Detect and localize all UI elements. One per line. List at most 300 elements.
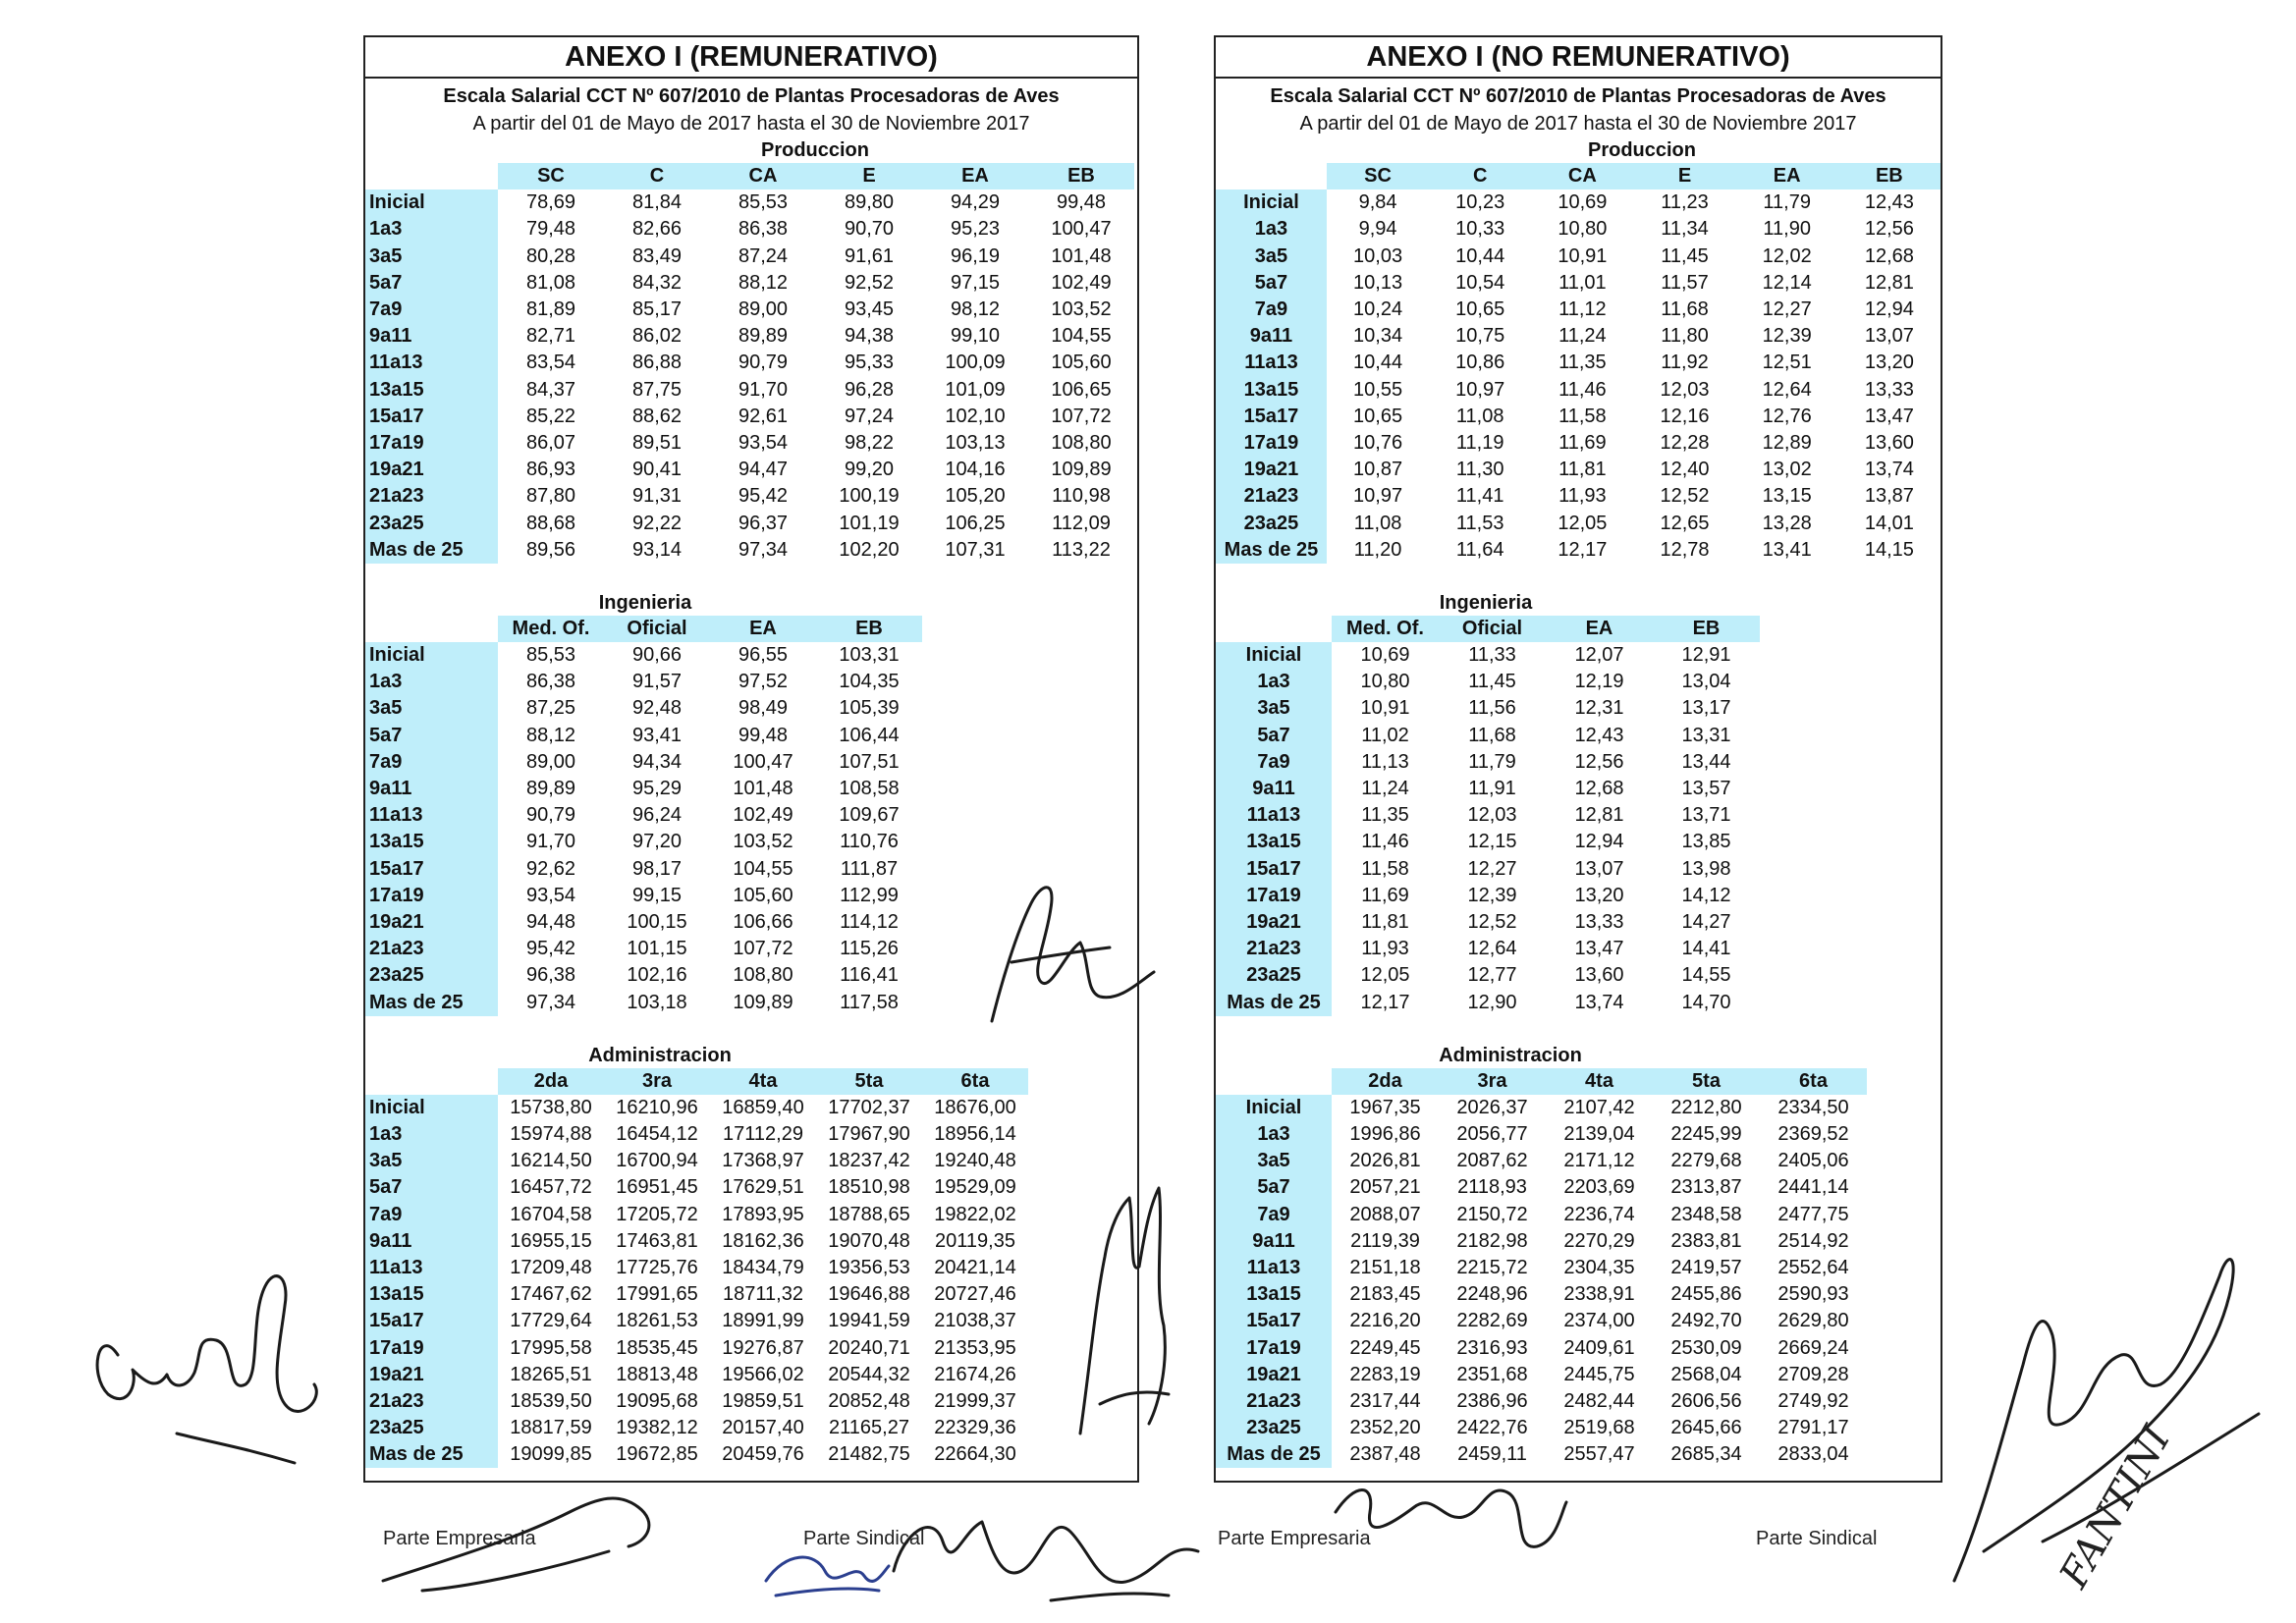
row-label: 9a11 bbox=[1216, 1228, 1332, 1255]
row-label: 5a7 bbox=[365, 723, 498, 749]
salary-cell: 2139,04 bbox=[1563, 1123, 1635, 1146]
table-row bbox=[365, 189, 1134, 216]
salary-cell: 13,44 bbox=[1681, 750, 1731, 773]
salary-cell: 2316,93 bbox=[1456, 1336, 1528, 1359]
salary-cell: 105,60 bbox=[1051, 352, 1112, 374]
salary-cell: 97,20 bbox=[631, 831, 683, 853]
row-label: 1a3 bbox=[365, 669, 498, 695]
panel-period: A partir del 01 de Mayo de 2017 hasta el 30 de Noviembre 2017 bbox=[472, 113, 1030, 135]
row-label: 11a13 bbox=[1216, 802, 1332, 829]
salary-cell: 2455,86 bbox=[1670, 1283, 1742, 1306]
salary-cell: 11,90 bbox=[1763, 218, 1811, 241]
table-row bbox=[1216, 936, 1760, 962]
salary-cell: 17112,29 bbox=[723, 1123, 803, 1146]
salary-cell: 95,33 bbox=[844, 352, 895, 374]
column-header: EA bbox=[1546, 616, 1653, 642]
row-label: 21a23 bbox=[365, 483, 498, 510]
salary-cell: 86,38 bbox=[738, 218, 789, 241]
salary-cell: 83,54 bbox=[525, 352, 576, 374]
salary-cell: 13,71 bbox=[1681, 804, 1731, 827]
salary-cell: 10,44 bbox=[1353, 352, 1403, 374]
row-label: Mas de 25 bbox=[1216, 989, 1332, 1015]
section-title: Ingenieria bbox=[1439, 591, 1533, 614]
salary-cell: 12,76 bbox=[1762, 405, 1812, 427]
table-row bbox=[1216, 323, 1941, 350]
salary-cell: 95,42 bbox=[525, 938, 576, 960]
table-row bbox=[365, 1362, 1028, 1388]
salary-table bbox=[365, 163, 1134, 564]
row-label: 23a25 bbox=[1216, 510, 1327, 536]
row-label: 1a3 bbox=[365, 1121, 498, 1148]
salary-cell: 2791,17 bbox=[1777, 1417, 1849, 1439]
salary-cell: 10,55 bbox=[1353, 378, 1403, 401]
salary-cell: 19941,59 bbox=[828, 1310, 910, 1332]
salary-cell: 91,70 bbox=[738, 378, 789, 401]
salary-cell: 86,38 bbox=[525, 671, 576, 693]
column-header: E bbox=[1633, 163, 1735, 189]
row-label: Mas de 25 bbox=[365, 989, 498, 1015]
salary-cell: 13,87 bbox=[1864, 485, 1914, 508]
salary-cell: 2383,81 bbox=[1670, 1229, 1742, 1252]
salary-cell: 11,92 bbox=[1661, 352, 1709, 374]
salary-cell: 11,93 bbox=[1361, 938, 1409, 960]
salary-cell: 11,08 bbox=[1353, 512, 1402, 534]
salary-cell: 89,56 bbox=[525, 538, 576, 561]
salary-cell: 10,75 bbox=[1455, 325, 1505, 348]
salary-cell: 12,91 bbox=[1681, 644, 1731, 667]
table-row bbox=[365, 483, 1134, 510]
salary-cell: 10,54 bbox=[1455, 271, 1505, 294]
salary-cell: 100,47 bbox=[733, 750, 793, 773]
salary-cell: 81,84 bbox=[631, 191, 683, 214]
row-label: 3a5 bbox=[365, 1148, 498, 1174]
salary-cell: 13,98 bbox=[1681, 857, 1731, 880]
salary-cell: 82,71 bbox=[525, 325, 576, 348]
salary-table bbox=[1216, 163, 1941, 564]
salary-cell: 12,05 bbox=[1360, 964, 1410, 987]
salary-cell: 87,24 bbox=[738, 244, 789, 267]
table-row bbox=[365, 1148, 1028, 1174]
salary-table bbox=[1216, 1068, 1867, 1469]
table-row bbox=[365, 510, 1134, 536]
panel-period: A partir del 01 de Mayo de 2017 hasta el 30 de Noviembre 2017 bbox=[1299, 113, 1857, 135]
salary-cell: 11,46 bbox=[1558, 378, 1607, 401]
salary-cell: 18817,59 bbox=[510, 1417, 592, 1439]
salary-cell: 18535,45 bbox=[616, 1336, 698, 1359]
row-label: 5a7 bbox=[365, 270, 498, 297]
table-row bbox=[1216, 1202, 1867, 1228]
column-header: Oficial bbox=[604, 616, 710, 642]
salary-cell: 12,15 bbox=[1467, 831, 1517, 853]
row-label: 15a17 bbox=[365, 1308, 498, 1334]
salary-cell: 2236,74 bbox=[1563, 1203, 1635, 1225]
column-header: CA bbox=[710, 163, 816, 189]
salary-cell: 12,78 bbox=[1660, 538, 1710, 561]
salary-cell: 2492,70 bbox=[1670, 1310, 1742, 1332]
salary-cell: 94,38 bbox=[844, 325, 895, 348]
salary-cell: 13,15 bbox=[1762, 485, 1812, 508]
table-row bbox=[365, 829, 922, 855]
salary-cell: 2119,39 bbox=[1350, 1229, 1420, 1252]
salary-cell: 13,33 bbox=[1864, 378, 1914, 401]
header-corner bbox=[365, 616, 498, 642]
salary-cell: 11,41 bbox=[1455, 485, 1504, 508]
salary-cell: 2151,18 bbox=[1349, 1257, 1421, 1279]
salary-cell: 96,55 bbox=[738, 644, 789, 667]
row-label: 1a3 bbox=[1216, 1121, 1332, 1148]
column-header: 5ta bbox=[1653, 1068, 1760, 1095]
column-header: EB bbox=[1028, 163, 1134, 189]
salary-cell: 19382,12 bbox=[616, 1417, 698, 1439]
salary-cell: 11,58 bbox=[1361, 857, 1409, 880]
salary-cell: 18261,53 bbox=[616, 1310, 698, 1332]
salary-cell: 90,79 bbox=[738, 352, 789, 374]
salary-cell: 97,52 bbox=[738, 671, 789, 693]
salary-cell: 2386,96 bbox=[1456, 1389, 1528, 1412]
salary-cell: 2282,69 bbox=[1456, 1310, 1528, 1332]
salary-cell: 89,80 bbox=[844, 191, 895, 214]
table-row bbox=[365, 1255, 1028, 1281]
salary-cell: 2203,69 bbox=[1563, 1176, 1635, 1199]
salary-cell: 2409,61 bbox=[1563, 1336, 1635, 1359]
salary-cell: 17629,51 bbox=[722, 1176, 804, 1199]
table-row bbox=[1216, 216, 1941, 243]
salary-cell: 11,58 bbox=[1558, 405, 1607, 427]
salary-cell: 2514,92 bbox=[1777, 1229, 1849, 1252]
salary-cell: 12,27 bbox=[1762, 298, 1812, 321]
salary-cell: 96,28 bbox=[844, 378, 895, 401]
column-header: 5ta bbox=[816, 1068, 922, 1095]
column-header: 2da bbox=[498, 1068, 604, 1095]
table-row bbox=[1216, 1148, 1867, 1174]
salary-cell: 10,13 bbox=[1353, 271, 1403, 294]
section-produccion bbox=[365, 137, 1137, 564]
table-row bbox=[365, 350, 1134, 376]
salary-cell: 10,65 bbox=[1353, 405, 1403, 427]
salary-cell: 2107,42 bbox=[1563, 1096, 1635, 1118]
salary-cell: 11,56 bbox=[1468, 697, 1516, 720]
salary-cell: 2459,11 bbox=[1457, 1443, 1527, 1466]
salary-cell: 11,30 bbox=[1455, 459, 1504, 481]
header-corner bbox=[365, 1068, 498, 1095]
salary-cell: 20157,40 bbox=[722, 1417, 804, 1439]
table-row bbox=[365, 1335, 1028, 1362]
row-label: 23a25 bbox=[1216, 962, 1332, 989]
panel-subtitle: Escala Salarial CCT Nº 607/2010 de Plantas Procesadoras de Aves bbox=[1270, 85, 1886, 107]
salary-cell: 2304,35 bbox=[1563, 1257, 1635, 1279]
salary-cell: 99,48 bbox=[1056, 191, 1107, 214]
row-label: 11a13 bbox=[365, 802, 498, 829]
table-row bbox=[1216, 856, 1760, 883]
salary-cell: 11,53 bbox=[1455, 512, 1504, 534]
salary-cell: 12,17 bbox=[1360, 991, 1410, 1013]
table-row bbox=[365, 297, 1134, 323]
row-label: 9a11 bbox=[1216, 323, 1327, 350]
row-label: 17a19 bbox=[365, 883, 498, 909]
salary-cell: 18956,14 bbox=[934, 1123, 1016, 1146]
salary-cell: 13,07 bbox=[1864, 325, 1914, 348]
table-row bbox=[365, 323, 1134, 350]
salary-cell: 2749,92 bbox=[1777, 1389, 1849, 1412]
table-row bbox=[1216, 1095, 1867, 1121]
column-header: SC bbox=[498, 163, 604, 189]
salary-cell: 12,03 bbox=[1660, 378, 1710, 401]
row-label: 23a25 bbox=[365, 510, 498, 536]
salary-cell: 21038,37 bbox=[934, 1310, 1016, 1332]
salary-cell: 12,02 bbox=[1762, 244, 1812, 267]
salary-cell: 10,87 bbox=[1353, 459, 1403, 481]
salary-cell: 116,41 bbox=[840, 964, 899, 987]
salary-cell: 13,17 bbox=[1681, 697, 1731, 720]
table-row bbox=[1216, 1388, 1867, 1415]
table-row bbox=[365, 802, 922, 829]
salary-cell: 12,40 bbox=[1660, 459, 1710, 481]
column-header: 6ta bbox=[1760, 1068, 1867, 1095]
column-header: 6ta bbox=[922, 1068, 1028, 1095]
table-row bbox=[365, 1174, 1028, 1201]
salary-cell: 97,34 bbox=[525, 991, 576, 1013]
table-row bbox=[1216, 510, 1941, 536]
salary-cell: 13,20 bbox=[1864, 352, 1914, 374]
salary-cell: 12,52 bbox=[1660, 485, 1710, 508]
salary-cell: 102,49 bbox=[733, 804, 793, 827]
salary-cell: 10,80 bbox=[1558, 218, 1608, 241]
row-label: 13a15 bbox=[365, 1281, 498, 1308]
salary-cell: 11,46 bbox=[1361, 831, 1409, 853]
salary-cell: 10,65 bbox=[1455, 298, 1505, 321]
salary-cell: 21165,27 bbox=[829, 1417, 909, 1439]
salary-cell: 12,52 bbox=[1467, 910, 1517, 933]
salary-cell: 93,14 bbox=[631, 538, 683, 561]
table-row bbox=[365, 962, 922, 989]
header-row bbox=[1216, 1068, 1867, 1095]
row-label: 15a17 bbox=[1216, 404, 1327, 430]
table-row bbox=[365, 642, 922, 669]
salary-cell: 16457,72 bbox=[510, 1176, 592, 1199]
column-header: Oficial bbox=[1439, 616, 1546, 642]
salary-cell: 2182,98 bbox=[1456, 1229, 1528, 1252]
salary-cell: 2568,04 bbox=[1670, 1363, 1742, 1385]
salary-cell: 110,98 bbox=[1052, 485, 1111, 508]
salary-table bbox=[365, 1068, 1028, 1469]
row-label: 7a9 bbox=[365, 749, 498, 776]
salary-cell: 22329,36 bbox=[934, 1417, 1016, 1439]
salary-cell: 2441,14 bbox=[1777, 1176, 1849, 1199]
row-label: 17a19 bbox=[365, 430, 498, 457]
salary-cell: 86,02 bbox=[631, 325, 683, 348]
salary-cell: 93,54 bbox=[738, 431, 789, 454]
handwritten-signature bbox=[363, 1473, 697, 1610]
row-label: 21a23 bbox=[1216, 1388, 1332, 1415]
salary-cell: 19276,87 bbox=[722, 1336, 804, 1359]
salary-cell: 12,07 bbox=[1574, 644, 1624, 667]
salary-cell: 89,89 bbox=[525, 778, 576, 800]
handwritten-signature bbox=[756, 1532, 894, 1610]
salary-cell: 103,31 bbox=[839, 644, 900, 667]
salary-cell: 97,24 bbox=[844, 405, 895, 427]
column-header: 4ta bbox=[1546, 1068, 1653, 1095]
salary-cell: 11,69 bbox=[1361, 884, 1409, 906]
salary-cell: 10,91 bbox=[1360, 697, 1410, 720]
salary-cell: 18788,65 bbox=[828, 1203, 910, 1225]
salary-cell: 112,09 bbox=[1052, 512, 1111, 534]
salary-cell: 86,07 bbox=[525, 431, 576, 454]
salary-cell: 106,25 bbox=[945, 512, 1006, 534]
salary-cell: 10,69 bbox=[1558, 191, 1608, 214]
salary-cell: 106,44 bbox=[839, 724, 900, 746]
salary-cell: 89,89 bbox=[738, 325, 789, 348]
salary-cell: 101,48 bbox=[1051, 244, 1112, 267]
salary-cell: 2374,00 bbox=[1563, 1310, 1635, 1332]
salary-cell: 19095,68 bbox=[616, 1389, 698, 1412]
salary-cell: 96,38 bbox=[525, 964, 576, 987]
column-header: EA bbox=[922, 163, 1028, 189]
salary-cell: 14,41 bbox=[1681, 938, 1731, 960]
column-header: EA bbox=[1736, 163, 1838, 189]
salary-cell: 96,24 bbox=[631, 804, 683, 827]
salary-cell: 107,31 bbox=[945, 538, 1006, 561]
header-corner bbox=[1216, 163, 1327, 189]
salary-cell: 2057,21 bbox=[1349, 1176, 1421, 1199]
salary-cell: 91,70 bbox=[525, 831, 576, 853]
salary-cell: 106,66 bbox=[733, 910, 793, 933]
row-label: 19a21 bbox=[1216, 1362, 1332, 1388]
salary-cell: 85,17 bbox=[631, 298, 683, 321]
salary-cell: 11,45 bbox=[1468, 671, 1516, 693]
salary-cell: 10,80 bbox=[1360, 671, 1410, 693]
salary-cell: 81,08 bbox=[525, 271, 576, 294]
row-label: 3a5 bbox=[365, 695, 498, 722]
salary-cell: 2270,29 bbox=[1563, 1229, 1635, 1252]
salary-cell: 19070,48 bbox=[828, 1229, 910, 1252]
salary-cell: 13,20 bbox=[1574, 884, 1624, 906]
row-label: 9a11 bbox=[1216, 776, 1332, 802]
table-row bbox=[1216, 430, 1941, 457]
handwritten-signature bbox=[1061, 1168, 1188, 1443]
salary-cell: 11,45 bbox=[1661, 244, 1709, 267]
salary-cell: 11,68 bbox=[1661, 298, 1709, 321]
salary-cell: 13,41 bbox=[1762, 538, 1812, 561]
salary-cell: 17893,95 bbox=[722, 1203, 804, 1225]
table-row bbox=[1216, 189, 1941, 216]
salary-cell: 101,09 bbox=[945, 378, 1006, 401]
handwritten-signature bbox=[874, 1473, 1228, 1620]
salary-cell: 13,74 bbox=[1574, 991, 1624, 1013]
salary-cell: 89,00 bbox=[525, 750, 576, 773]
salary-cell: 2369,52 bbox=[1777, 1123, 1849, 1146]
salary-cell: 12,03 bbox=[1467, 804, 1517, 827]
salary-cell: 2183,45 bbox=[1349, 1283, 1421, 1306]
salary-cell: 83,49 bbox=[631, 244, 683, 267]
table-row bbox=[365, 1202, 1028, 1228]
salary-cell: 2351,68 bbox=[1456, 1363, 1528, 1385]
salary-cell: 10,97 bbox=[1455, 378, 1505, 401]
salary-cell: 15738,80 bbox=[510, 1096, 592, 1118]
salary-cell: 114,12 bbox=[840, 910, 899, 933]
salary-cell: 101,19 bbox=[839, 512, 900, 534]
anexo-no-remunerativo-panel bbox=[1214, 35, 1942, 1483]
row-label: Mas de 25 bbox=[365, 1441, 498, 1468]
salary-cell: 18510,98 bbox=[828, 1176, 910, 1199]
row-label: 13a15 bbox=[1216, 829, 1332, 855]
salary-cell: 13,07 bbox=[1574, 857, 1624, 880]
table-row bbox=[1216, 802, 1760, 829]
salary-cell: 2422,76 bbox=[1456, 1417, 1528, 1439]
row-label: 3a5 bbox=[1216, 695, 1332, 722]
row-label: 21a23 bbox=[1216, 936, 1332, 962]
column-header: Med. Of. bbox=[1332, 616, 1439, 642]
row-label: 19a21 bbox=[1216, 457, 1327, 483]
salary-cell: 12,56 bbox=[1864, 218, 1914, 241]
table-row bbox=[365, 909, 922, 936]
salary-cell: 2215,72 bbox=[1456, 1257, 1528, 1279]
row-label: 23a25 bbox=[1216, 1415, 1332, 1441]
salary-cell: 100,47 bbox=[1051, 218, 1112, 241]
salary-cell: 11,79 bbox=[1763, 191, 1811, 214]
salary-cell: 11,81 bbox=[1558, 459, 1607, 481]
salary-cell: 2245,99 bbox=[1670, 1123, 1742, 1146]
column-header: EB bbox=[816, 616, 922, 642]
salary-cell: 19566,02 bbox=[722, 1363, 804, 1385]
column-header: 3ra bbox=[1439, 1068, 1546, 1095]
salary-cell: 12,68 bbox=[1864, 244, 1914, 267]
salary-cell: 12,89 bbox=[1762, 431, 1812, 454]
salary-cell: 2317,44 bbox=[1349, 1389, 1421, 1412]
salary-cell: 10,69 bbox=[1360, 644, 1410, 667]
row-label: 19a21 bbox=[1216, 909, 1332, 936]
salary-cell: 16454,12 bbox=[616, 1123, 698, 1146]
salary-cell: 12,81 bbox=[1574, 804, 1624, 827]
salary-cell: 12,39 bbox=[1762, 325, 1812, 348]
salary-cell: 103,18 bbox=[627, 991, 687, 1013]
salary-cell: 10,03 bbox=[1353, 244, 1403, 267]
row-label: Inicial bbox=[1216, 642, 1332, 669]
salary-cell: 85,22 bbox=[525, 405, 576, 427]
row-label: 21a23 bbox=[365, 936, 498, 962]
salary-cell: 13,60 bbox=[1864, 431, 1914, 454]
table-row bbox=[365, 1441, 1028, 1468]
salary-cell: 17995,58 bbox=[510, 1336, 592, 1359]
salary-cell: 17967,90 bbox=[828, 1123, 910, 1146]
salary-cell: 11,20 bbox=[1353, 538, 1402, 561]
salary-cell: 2216,20 bbox=[1349, 1310, 1421, 1332]
salary-cell: 2348,58 bbox=[1670, 1203, 1742, 1225]
salary-cell: 18539,50 bbox=[510, 1389, 592, 1412]
salary-cell: 2606,56 bbox=[1670, 1389, 1742, 1412]
salary-cell: 99,10 bbox=[950, 325, 1001, 348]
salary-cell: 12,19 bbox=[1574, 671, 1624, 693]
salary-cell: 108,80 bbox=[1051, 431, 1112, 454]
salary-cell: 11,69 bbox=[1558, 431, 1607, 454]
panel-title: ANEXO I (NO REMUNERATIVO) bbox=[1216, 37, 1941, 79]
table-row bbox=[365, 270, 1134, 297]
salary-cell: 104,35 bbox=[839, 671, 900, 693]
salary-cell: 11,93 bbox=[1558, 485, 1607, 508]
table-row bbox=[1216, 1335, 1867, 1362]
salary-cell: 87,25 bbox=[525, 697, 576, 720]
section-administracion bbox=[1216, 1043, 1941, 1469]
table-row bbox=[365, 1121, 1028, 1148]
salary-cell: 85,53 bbox=[525, 644, 576, 667]
table-row bbox=[365, 1415, 1028, 1441]
salary-cell: 2645,66 bbox=[1670, 1417, 1742, 1439]
salary-cell: 20119,35 bbox=[935, 1229, 1015, 1252]
salary-cell: 117,58 bbox=[840, 991, 899, 1013]
table-row bbox=[1216, 377, 1941, 404]
salary-cell: 11,13 bbox=[1361, 750, 1409, 773]
row-label: Inicial bbox=[365, 1095, 498, 1121]
table-row bbox=[1216, 829, 1760, 855]
